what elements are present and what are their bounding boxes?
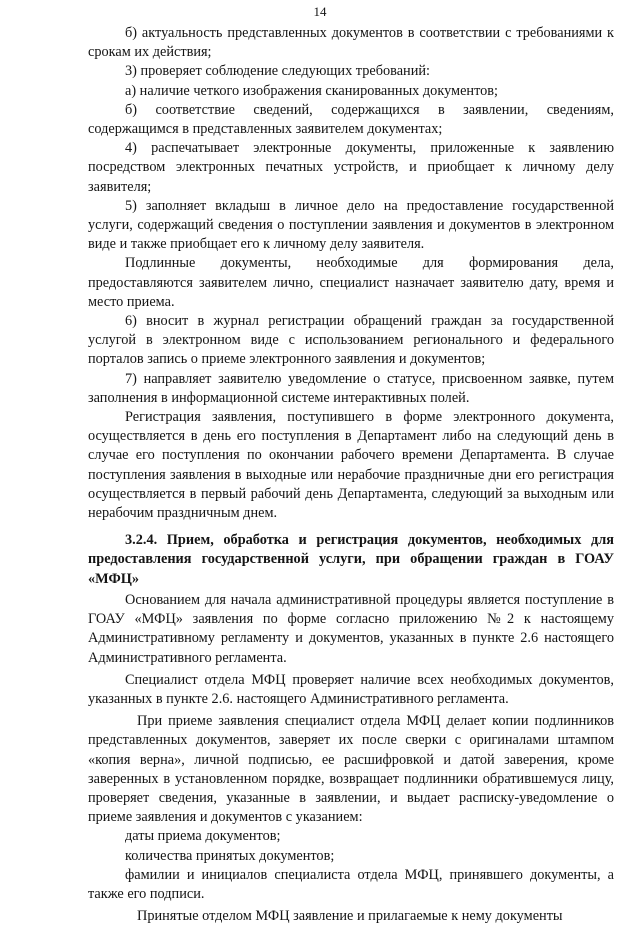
- section-heading: 3.2.4. Прием, обработка и регистрация документов, необходимых для предоставления государственной услуги, при обращении граждан в ГОАУ «МФЦ»: [88, 532, 614, 587]
- paragraph: 5) заполняет вкладыш в личное дело на предоставление государственной услуги, содержащий сведения о поступлении заявления и документов в электронном виде и также приобщает его к личному делу заявителя.: [88, 197, 614, 253]
- paragraph: 7) направляет заявителю уведомление о статусе, присвоенном заявке, путем заполнения в информационной системе интерактивных полей.: [88, 370, 614, 406]
- paragraph: Регистрация заявления, поступившего в форме электронного документа, осуществляется в день его поступления в Департамент либо на следующий день в случае его поступления по окончании рабочего времени Департамента. В случае поступления заявления в выходные или нерабочие праздничные дни его регистрация осуществляется в первый рабочий день Департамента, следующий за выходным или нерабочим праздничным днем.: [88, 409, 614, 522]
- paragraph: Подлинные документы, необходимые для формирования дела, предоставляются заявителем лично, специалист назначает заявителю дату, время и место приема.: [88, 255, 614, 310]
- paragraph: 6) вносит в журнал регистрации обращений граждан за государственной услугой в электронном виде с использованием регионального и федерального порталов запись о приеме электронного заявления и документов;: [88, 313, 614, 368]
- paragraph: Принятые отделом МФЦ заявление и прилагаемые к нему документы: [137, 908, 563, 925]
- list-item: даты приема документов;: [125, 828, 281, 845]
- paragraph: 3) проверяет соблюдение следующих требований:: [125, 63, 430, 80]
- page-number: 14: [313, 4, 327, 19]
- paragraph: б) соответствие сведений, содержащихся в заявлении, сведениям, содержащимся в представленных заявителем документах;: [88, 101, 614, 138]
- paragraph: б) актуальность представленных документов в соответствии с требованиями к срокам их действия;: [88, 25, 614, 61]
- page-body: [88, 24, 614, 926]
- paragraph: При приеме заявления специалист отдела МФЦ делает копии подлинников представленных документов, заверяет их после сверки с оригиналами штампом «копия верна», личной подписью, ее расшифровкой и датой заверения, кроме заверенных в установленном порядке, возвращает подлинники обратившемуся лицу, проверяет сведения, указанные в заявлении, и выдает расписку-уведомление о приеме заявления и документов с указанием:: [88, 713, 614, 826]
- paragraph: а) наличие четкого изображения сканированных документов;: [125, 82, 499, 99]
- paragraph: Основанием для начала административной процедуры является поступление в ГОАУ «МФЦ» заявления по форме согласно приложению №2 к настоящему Административному регламенту и документов, указанных в пункте 2.6 настоящего Административного регламента.: [88, 591, 614, 666]
- list-item: фамилии и инициалов специалиста отдела МФЦ, принявшего документы, а также его подписи.: [88, 866, 614, 902]
- list-item: количества принятых документов;: [125, 847, 335, 864]
- paragraph: Специалист отдела МФЦ проверяет наличие всех необходимых документов, указанных в пункте 2.6. настоящего Административного регламента.: [88, 671, 614, 707]
- paragraph: 4) распечатывает электронные документы, приложенные к заявлению посредством электронных печатных устройств, и приобщает к личному делу заявителя;: [88, 140, 614, 195]
